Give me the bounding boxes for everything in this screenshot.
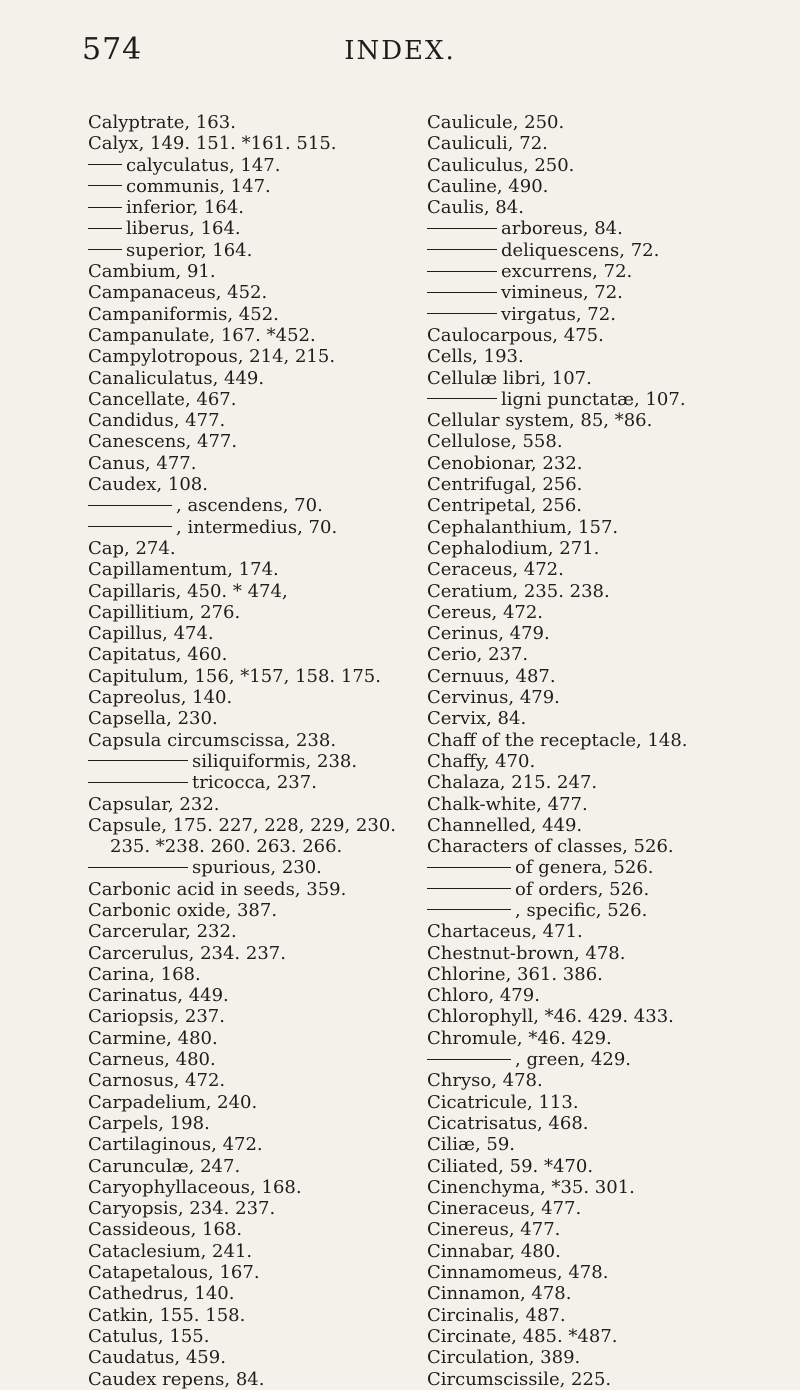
index-entry-text: Catulus, 155. (88, 1325, 210, 1347)
index-entry (88, 1369, 478, 1390)
index-entry-text: Cellulose, 558. (427, 431, 563, 453)
index-entry (427, 304, 797, 325)
index-entry (427, 431, 797, 452)
index-entry-text: deliquescens, 72. (501, 239, 660, 261)
index-entry-text: Cernuus, 487. (427, 665, 556, 687)
index-entry-text: Catkin, 155. 158. (88, 1304, 246, 1326)
index-entry (427, 240, 797, 261)
index-entry (88, 304, 478, 325)
index-entry (427, 1070, 797, 1091)
index-entry (88, 261, 478, 282)
index-entry (88, 1049, 478, 1070)
index-entry-text: Caulocarpous, 475. (427, 324, 604, 346)
index-entry-text: calyculatus, 147. (126, 154, 281, 176)
index-entry-text: Caudatus, 459. (88, 1347, 226, 1369)
index-entry (88, 794, 478, 815)
index-entry (88, 389, 478, 410)
index-entry-text: Chaff of the receptacle, 148. (427, 729, 688, 751)
index-entry (88, 240, 478, 261)
index-entry (427, 517, 797, 538)
index-entry (88, 1219, 478, 1240)
index-entry (88, 1092, 478, 1113)
index-entry-text: Capillaris, 450. * 474, (88, 580, 288, 602)
index-entry (427, 1177, 797, 1198)
index-entry-text: Carnosus, 472. (88, 1070, 226, 1092)
index-entry-text: Chlorine, 361. 386. (427, 963, 603, 985)
index-entry (88, 751, 478, 772)
index-entry-text: , ascendens, 70. (176, 495, 323, 517)
index-entry-text: excurrens, 72. (501, 261, 633, 283)
index-entry (88, 474, 478, 495)
index-entry-text: Cauliculus, 250. (427, 154, 575, 176)
index-entry (427, 474, 797, 495)
index-entry (427, 836, 797, 857)
index-entry-text: spurious, 230. (192, 857, 322, 879)
index-entry-text: Capsella, 230. (88, 708, 218, 730)
index-entry (427, 1369, 797, 1390)
index-entry (88, 346, 478, 367)
index-entry-text: Canaliculatus, 449. (88, 367, 265, 389)
index-entry (427, 644, 797, 665)
repeat-dash (88, 867, 188, 868)
index-entry-text: Chryso, 478. (427, 1070, 543, 1092)
index-entry (88, 538, 478, 559)
index-entry (88, 687, 478, 708)
index-entry-text: Cancellate, 467. (88, 388, 237, 410)
repeat-dash (88, 526, 172, 527)
index-entry (88, 176, 478, 197)
index-entry-text: ligni punctatæ, 107. (501, 388, 686, 410)
index-entry (427, 155, 797, 176)
index-entry-text: Chalk-white, 477. (427, 793, 588, 815)
index-entry (88, 644, 478, 665)
index-entry-text: Channelled, 449. (427, 814, 583, 836)
index-entry (88, 900, 478, 921)
index-entry (88, 581, 478, 602)
repeat-dash (88, 505, 172, 506)
index-entry-text: Cells, 193. (427, 346, 524, 368)
index-entry (88, 1326, 478, 1347)
index-entry (427, 900, 797, 921)
index-entry-text: Cataclesium, 241. (88, 1240, 253, 1262)
index-entry (88, 602, 478, 623)
index-entry-text: of orders, 526. (515, 878, 650, 900)
repeat-dash (427, 228, 497, 229)
index-entry (427, 368, 797, 389)
index-entry (88, 368, 478, 389)
index-entry-text: Caudex, 108. (88, 474, 208, 496)
index-entry-text: , intermedius, 70. (176, 516, 338, 538)
index-entry (427, 325, 797, 346)
repeat-dash (427, 292, 497, 293)
index-entry (88, 1113, 478, 1134)
repeat-dash (427, 1059, 511, 1060)
index-entry-text: Cinnamon, 478. (427, 1283, 572, 1305)
index-entry (88, 1156, 478, 1177)
index-entry-text: Carpadelium, 240. (88, 1091, 258, 1113)
index-entry (88, 879, 478, 900)
repeat-dash (88, 760, 188, 761)
index-entry-text: Ciliæ, 59. (427, 1134, 516, 1156)
index-entry-text: Campylotropous, 214, 215. (88, 346, 336, 368)
index-entry-text: Caudex repens, 84. (88, 1368, 265, 1390)
index-entry (88, 1006, 478, 1027)
index-entry (88, 410, 478, 431)
index-entry-text: Chlorophyll, *46. 429. 433. (427, 1006, 674, 1028)
index-entry (427, 1134, 797, 1155)
index-entry (427, 410, 797, 431)
index-entry (88, 325, 478, 346)
index-entry (88, 815, 478, 836)
index-entry-text: Cinnabar, 480. (427, 1240, 561, 1262)
index-entry-text: Cervinus, 479. (427, 687, 560, 709)
index-entry-text: Carinatus, 449. (88, 985, 229, 1007)
index-entry (427, 218, 797, 239)
index-entry-text: Centrifugal, 256. (427, 474, 583, 496)
index-entry (88, 431, 478, 452)
index-entry-text: Cellulæ libri, 107. (427, 367, 592, 389)
index-entry (88, 943, 478, 964)
index-entry-text: Cinenchyma, *35. 301. (427, 1176, 635, 1198)
index-entry (427, 815, 797, 836)
index-entry-text: Caryopsis, 234. 237. (88, 1198, 276, 1220)
index-entry-text: Caryophyllaceous, 168. (88, 1176, 302, 1198)
index-entry-text: Capsule, 175. 227, 228, 229, 230. (88, 814, 396, 836)
index-entry (88, 1241, 478, 1262)
index-entry-text: Ciliated, 59. *470. (427, 1155, 594, 1177)
index-entry-text: Cerinus, 479. (427, 623, 550, 645)
index-entry-text: Caulis, 84. (427, 197, 524, 219)
index-entry-text: Carbonic oxide, 387. (88, 899, 278, 921)
index-entry-text: Cauline, 490. (427, 175, 549, 197)
repeat-dash (88, 185, 122, 186)
index-entry (88, 1262, 478, 1283)
index-entry-text: Calyptrate, 163. (88, 112, 236, 133)
index-entry (427, 346, 797, 367)
index-entry-text: Capitulum, 156, *157, 158. 175. (88, 665, 381, 687)
running-head: INDEX. (344, 36, 456, 66)
index-entry (427, 1049, 797, 1070)
index-entry (427, 964, 797, 985)
index-entry-text: Chestnut-brown, 478. (427, 942, 626, 964)
index-entry (427, 176, 797, 197)
index-entry-text: Canescens, 477. (88, 431, 238, 453)
index-entry-text: Cenobionar, 232. (427, 452, 583, 474)
index-entry (427, 453, 797, 474)
index-entry-text: Circinate, 485. *487. (427, 1325, 618, 1347)
index-entry-text: Chartaceus, 471. (427, 921, 583, 943)
index-entry (427, 921, 797, 942)
index-entry-text: , specific, 526. (515, 899, 648, 921)
page-header (0, 30, 800, 70)
index-entry-text: Campaniformis, 452. (88, 303, 279, 325)
index-entry (88, 708, 478, 729)
repeat-dash (427, 888, 511, 889)
index-entry (427, 1198, 797, 1219)
index-entry (427, 751, 797, 772)
index-entry (427, 708, 797, 729)
index-entry-text: Catapetalous, 167. (88, 1262, 260, 1284)
index-entry-text: Carpels, 198. (88, 1112, 210, 1134)
index-entry-text: Cariopsis, 237. (88, 1006, 225, 1028)
index-entry (88, 453, 478, 474)
index-entry-text: Cineraceus, 477. (427, 1198, 582, 1220)
index-entry-text: Cephalodium, 271. (427, 537, 600, 559)
repeat-dash (427, 271, 497, 272)
index-entry-text: Carcerulus, 234. 237. (88, 942, 286, 964)
index-entry (88, 1070, 478, 1091)
index-entry (427, 1326, 797, 1347)
repeat-dash (88, 207, 122, 208)
index-entry-text: Cicatricule, 113. (427, 1091, 579, 1113)
index-entry (88, 985, 478, 1006)
index-entry-text: Campanaceus, 452. (88, 282, 268, 304)
index-entry-text: Cervix, 84. (427, 708, 527, 730)
index-entry (427, 261, 797, 282)
index-entry-text: Carbonic acid in seeds, 359. (88, 878, 347, 900)
index-entry-text: siliquiformis, 238. (192, 750, 358, 772)
index-entry-text: Circinalis, 487. (427, 1304, 566, 1326)
index-entry-text: Campanulate, 167. *452. (88, 324, 316, 346)
index-entry (88, 1305, 478, 1326)
index-entry-text: Carina, 168. (88, 963, 201, 985)
repeat-dash (88, 228, 122, 229)
index-entry (427, 1028, 797, 1049)
index-entry-text: Cauliculi, 72. (427, 133, 548, 155)
index-entry (427, 1156, 797, 1177)
repeat-dash (88, 164, 122, 165)
index-entry-text: Capillus, 474. (88, 623, 214, 645)
index-entry (88, 112, 478, 133)
index-entry-text: Cerio, 237. (427, 644, 529, 666)
index-entry (427, 1347, 797, 1368)
index-entry-text: Cartilaginous, 472. (88, 1134, 263, 1156)
index-entry-text: 235. *238. 260. 263. 266. (110, 836, 343, 858)
index-entry (427, 943, 797, 964)
index-entry-text: Capillamentum, 174. (88, 559, 279, 581)
index-entry (427, 559, 797, 580)
index-entry (427, 1092, 797, 1113)
index-entry (88, 155, 478, 176)
index-entry-text: communis, 147. (126, 175, 271, 197)
index-entry (88, 559, 478, 580)
repeat-dash (88, 782, 188, 783)
index-entry (427, 985, 797, 1006)
index-entry-text: Canus, 477. (88, 452, 197, 474)
index-entry-text: Cephalanthium, 157. (427, 516, 619, 538)
index-entry (427, 389, 797, 410)
index-entry-text: Cassideous, 168. (88, 1219, 243, 1241)
repeat-dash (427, 398, 497, 399)
index-entry (427, 282, 797, 303)
index-entry-text: Chromule, *46. 429. (427, 1027, 612, 1049)
index-entry-text: Cereus, 472. (427, 601, 544, 623)
index-entry-text: inferior, 164. (126, 197, 245, 219)
index-entry (427, 1241, 797, 1262)
index-entry-text: Candidus, 477. (88, 410, 226, 432)
index-entry (88, 197, 478, 218)
index-entry (88, 730, 478, 751)
index-entry-text: vimineus, 72. (501, 282, 623, 304)
index-column-left (88, 112, 478, 1390)
index-entry-text: , green, 429. (515, 1049, 631, 1071)
index-entry-text: Capsula circumscissa, 238. (88, 729, 337, 751)
index-entry (427, 666, 797, 687)
repeat-dash (88, 249, 122, 250)
index-entry-text: Caulicule, 250. (427, 112, 565, 133)
index-entry-text: Carmine, 480. (88, 1027, 218, 1049)
index-entry (88, 836, 478, 857)
index-entry (427, 1283, 797, 1304)
index-entry (427, 623, 797, 644)
index-column-right (427, 112, 797, 1390)
index-entry (427, 197, 797, 218)
index-entry-text: Carneus, 480. (88, 1049, 216, 1071)
index-entry-text: Capsular, 232. (88, 793, 220, 815)
index-entry (427, 602, 797, 623)
index-entry-text: Cicatrisatus, 468. (427, 1112, 589, 1134)
index-entry (427, 495, 797, 516)
index-entry (427, 112, 797, 133)
index-entry-text: Cathedrus, 140. (88, 1283, 235, 1305)
index-entry (88, 1347, 478, 1368)
index-entry (88, 1028, 478, 1049)
index-entry-text: Carcerular, 232. (88, 921, 237, 943)
index-entry-text: Circulation, 389. (427, 1347, 581, 1369)
index-entry (427, 1262, 797, 1283)
index-entry (88, 1283, 478, 1304)
index-entry (88, 1134, 478, 1155)
index-entry-text: of genera, 526. (515, 857, 654, 879)
index-entry-text: liberus, 164. (126, 218, 241, 240)
index-entry-text: Capitatus, 460. (88, 644, 228, 666)
index-entry (88, 495, 478, 516)
index-entry (427, 857, 797, 878)
index-entry (88, 517, 478, 538)
index-entry-text: Ceraceus, 472. (427, 559, 564, 581)
index-entry-text: Capillitium, 276. (88, 601, 241, 623)
repeat-dash (427, 867, 511, 868)
index-entry (88, 282, 478, 303)
index-entry (427, 1219, 797, 1240)
index-entry-text: Circumscissile, 225. (427, 1368, 612, 1390)
index-entry-text: Ceratium, 235. 238. (427, 580, 610, 602)
index-entry-text: virgatus, 72. (501, 303, 616, 325)
index-entry (427, 687, 797, 708)
index-entry (427, 1006, 797, 1027)
index-entry-text: Cap, 274. (88, 537, 176, 559)
index-entry (88, 623, 478, 644)
index-entry-text: Cinnamomeus, 478. (427, 1262, 609, 1284)
index-entry (88, 772, 478, 793)
index-entry (427, 133, 797, 154)
repeat-dash (427, 909, 511, 910)
index-entry-text: Calyx, 149. 151. *161. 515. (88, 133, 337, 155)
index-entry (427, 730, 797, 751)
index-entry (427, 879, 797, 900)
index-entry (88, 133, 478, 154)
repeat-dash (427, 249, 497, 250)
index-entry-text: Chalaza, 215. 247. (427, 772, 598, 794)
index-entry (427, 538, 797, 559)
index-entry (427, 794, 797, 815)
index-entry (88, 666, 478, 687)
index-entry-text: Cambium, 91. (88, 261, 216, 283)
index-entry (427, 1305, 797, 1326)
index-entry-text: Chaffy, 470. (427, 750, 536, 772)
index-entry (88, 857, 478, 878)
page-number: 574 (82, 32, 143, 67)
index-entry (427, 581, 797, 602)
index-entry (427, 772, 797, 793)
index-entry-text: tricocca, 237. (192, 772, 317, 794)
repeat-dash (427, 313, 497, 314)
index-entry (88, 218, 478, 239)
index-entry-text: Capreolus, 140. (88, 687, 233, 709)
index-entry-text: superior, 164. (126, 239, 253, 261)
index-entry (427, 1113, 797, 1134)
index-entry-text: arboreus, 84. (501, 218, 623, 240)
index-entry-text: Cellular system, 85, *86. (427, 410, 653, 432)
index-entry (88, 1198, 478, 1219)
index-entry (88, 1177, 478, 1198)
index-entry-text: Cinereus, 477. (427, 1219, 561, 1241)
index-entry-text: Chloro, 479. (427, 985, 540, 1007)
index-entry-text: Characters of classes, 526. (427, 836, 674, 858)
index-entry (88, 964, 478, 985)
index-entry (88, 921, 478, 942)
index-entry-text: Carunculæ, 247. (88, 1155, 241, 1177)
index-entry-text: Centripetal, 256. (427, 495, 583, 517)
